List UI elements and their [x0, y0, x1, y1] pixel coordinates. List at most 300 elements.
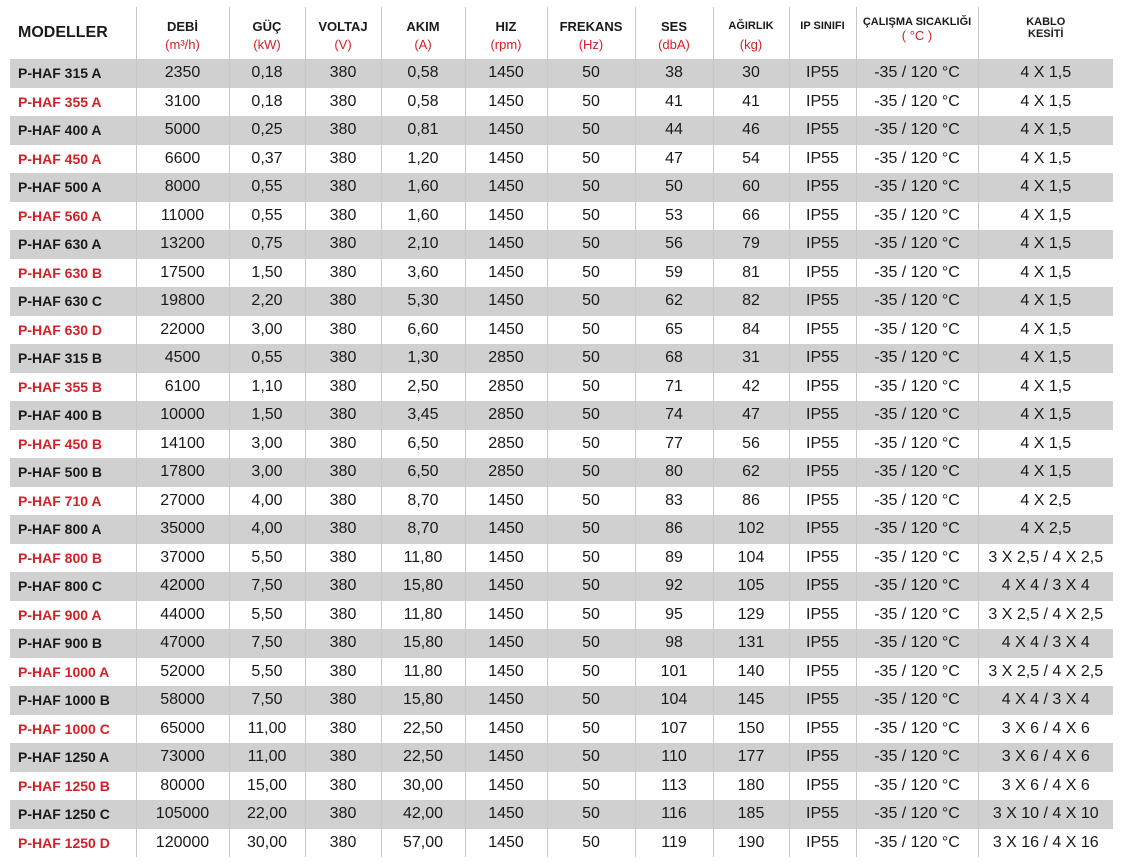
cell-speed: 1450 [465, 59, 547, 88]
cell-operating-temp: -35 / 120 °C [856, 629, 978, 658]
cell-current: 1,20 [381, 145, 465, 174]
table-row [10, 743, 1113, 772]
cell-frequency: 50 [547, 743, 635, 772]
cell-frequency: 50 [547, 572, 635, 601]
cell-voltage: 380 [305, 800, 381, 829]
cell-ip-class: IP55 [789, 430, 856, 459]
cell-power: 5,50 [229, 544, 305, 573]
cell-voltage: 380 [305, 772, 381, 801]
cell-frequency: 50 [547, 715, 635, 744]
header-flow: DEBİ (m³/h) [136, 7, 229, 59]
cell-operating-temp: -35 / 120 °C [856, 59, 978, 88]
cell-sound: 77 [635, 430, 713, 459]
cell-current: 6,50 [381, 430, 465, 459]
cell-operating-temp: -35 / 120 °C [856, 259, 978, 288]
cell-weight: 185 [713, 800, 789, 829]
cell-flow: 4500 [136, 344, 229, 373]
cell-model: P-HAF 355 A [18, 93, 102, 110]
cell-cable-section: 3 X 16 / 4 X 16 [978, 829, 1113, 858]
cell-speed: 2850 [465, 458, 547, 487]
cell-model: P-HAF 800 B [18, 549, 103, 566]
table-row [10, 629, 1113, 658]
cell-voltage: 380 [305, 173, 381, 202]
cell-frequency: 50 [547, 829, 635, 858]
cell-current: 1,60 [381, 173, 465, 202]
cell-cable-section: 4 X 4 / 3 X 4 [978, 572, 1113, 601]
cell-cable-section: 4 X 1,5 [978, 430, 1113, 459]
cell-sound: 47 [635, 145, 713, 174]
cell-frequency: 50 [547, 800, 635, 829]
cell-current: 22,50 [381, 743, 465, 772]
cell-weight: 41 [713, 88, 789, 117]
cell-frequency: 50 [547, 430, 635, 459]
cell-weight: 81 [713, 259, 789, 288]
header-ip-class: IP SINIFI [789, 7, 856, 59]
cell-speed: 1450 [465, 658, 547, 687]
cell-sound: 44 [635, 116, 713, 145]
cell-flow: 17800 [136, 458, 229, 487]
table-row [10, 259, 1113, 288]
cell-sound: 68 [635, 344, 713, 373]
cell-sound: 71 [635, 373, 713, 402]
cell-model: P-HAF 1250 A [10, 743, 136, 772]
cell-speed: 1450 [465, 145, 547, 174]
cell-model: P-HAF 1000 B [10, 686, 136, 715]
cell-voltage: 380 [305, 316, 381, 345]
cell-current: 22,50 [381, 715, 465, 744]
cell-current: 2,50 [381, 373, 465, 402]
cell-current: 15,80 [381, 572, 465, 601]
cell-flow: 58000 [136, 686, 229, 715]
cell-frequency: 50 [547, 116, 635, 145]
cell-speed: 1450 [465, 316, 547, 345]
table-row [10, 658, 1113, 687]
cell-flow: 52000 [136, 658, 229, 687]
cell-cable-section: 4 X 1,5 [978, 173, 1113, 202]
table-row [10, 145, 1113, 174]
table-row [10, 800, 1113, 829]
cell-power: 7,50 [229, 629, 305, 658]
cell-sound: 113 [635, 772, 713, 801]
table-row [10, 202, 1113, 231]
cell-model: P-HAF 800 A [10, 515, 136, 544]
cell-flow: 80000 [136, 772, 229, 801]
header-current: AKIM (A) [381, 7, 465, 59]
cell-voltage: 380 [305, 202, 381, 231]
cell-cable-section: 4 X 1,5 [978, 230, 1113, 259]
table-row [10, 829, 1113, 858]
cell-cable-section: 3 X 6 / 4 X 6 [978, 772, 1113, 801]
cell-voltage: 380 [305, 658, 381, 687]
cell-ip-class: IP55 [789, 658, 856, 687]
cell-weight: 31 [713, 344, 789, 373]
cell-speed: 1450 [465, 88, 547, 117]
cell-ip-class: IP55 [789, 88, 856, 117]
cell-current: 1,30 [381, 344, 465, 373]
cell-sound: 86 [635, 515, 713, 544]
cell-speed: 1450 [465, 116, 547, 145]
cell-sound: 89 [635, 544, 713, 573]
cell-flow: 13200 [136, 230, 229, 259]
header-cable-section: KABLO KESİTİ [978, 7, 1113, 59]
cell-current: 42,00 [381, 800, 465, 829]
cell-cable-section: 4 X 1,5 [978, 145, 1113, 174]
cell-voltage: 380 [305, 715, 381, 744]
cell-operating-temp: -35 / 120 °C [856, 344, 978, 373]
cell-current: 15,80 [381, 629, 465, 658]
table-row [10, 544, 1113, 573]
cell-speed: 1450 [465, 544, 547, 573]
cell-flow: 10000 [136, 401, 229, 430]
cell-current: 8,70 [381, 487, 465, 516]
cell-voltage: 380 [305, 515, 381, 544]
cell-speed: 1450 [465, 772, 547, 801]
cell-current: 30,00 [381, 772, 465, 801]
cell-current: 5,30 [381, 287, 465, 316]
cell-speed: 1450 [465, 601, 547, 630]
table-row [10, 287, 1113, 316]
table-row [10, 401, 1113, 430]
cell-cable-section: 3 X 6 / 4 X 6 [978, 715, 1113, 744]
table-row [10, 88, 1113, 117]
header-sound: SES (dbA) [635, 7, 713, 59]
cell-frequency: 50 [547, 287, 635, 316]
cell-flow: 44000 [136, 601, 229, 630]
cell-voltage: 380 [305, 458, 381, 487]
cell-ip-class: IP55 [789, 230, 856, 259]
cell-frequency: 50 [547, 259, 635, 288]
cell-flow: 47000 [136, 629, 229, 658]
cell-weight: 131 [713, 629, 789, 658]
cell-sound: 62 [635, 287, 713, 316]
cell-ip-class: IP55 [789, 743, 856, 772]
cell-power: 7,50 [229, 686, 305, 715]
cell-frequency: 50 [547, 601, 635, 630]
cell-current: 6,60 [381, 316, 465, 345]
table-row [10, 373, 1113, 402]
cell-weight: 30 [713, 59, 789, 88]
cell-model: P-HAF 355 B [18, 378, 103, 395]
cell-power: 0,18 [229, 88, 305, 117]
cell-ip-class: IP55 [789, 344, 856, 373]
cell-operating-temp: -35 / 120 °C [856, 401, 978, 430]
cell-power: 0,18 [229, 59, 305, 88]
cell-cable-section: 4 X 1,5 [978, 401, 1113, 430]
cell-speed: 2850 [465, 401, 547, 430]
cell-power: 3,00 [229, 316, 305, 345]
cell-model: P-HAF 500 B [10, 458, 136, 487]
cell-weight: 60 [713, 173, 789, 202]
cell-weight: 42 [713, 373, 789, 402]
cell-cable-section: 3 X 2,5 / 4 X 2,5 [978, 544, 1113, 573]
table-row [10, 572, 1113, 601]
cell-speed: 1450 [465, 629, 547, 658]
cell-frequency: 50 [547, 544, 635, 573]
table-row [10, 772, 1113, 801]
cell-cable-section: 4 X 4 / 3 X 4 [978, 686, 1113, 715]
cell-current: 2,10 [381, 230, 465, 259]
cell-operating-temp: -35 / 120 °C [856, 230, 978, 259]
cell-power: 4,00 [229, 487, 305, 516]
cell-flow: 5000 [136, 116, 229, 145]
cell-voltage: 380 [305, 88, 381, 117]
cell-voltage: 380 [305, 401, 381, 430]
cell-weight: 47 [713, 401, 789, 430]
cell-operating-temp: -35 / 120 °C [856, 800, 978, 829]
cell-current: 0,58 [381, 88, 465, 117]
cell-cable-section: 4 X 4 / 3 X 4 [978, 629, 1113, 658]
cell-flow: 65000 [136, 715, 229, 744]
cell-power: 0,55 [229, 173, 305, 202]
cell-frequency: 50 [547, 316, 635, 345]
table-row [10, 316, 1113, 345]
cell-flow: 14100 [136, 430, 229, 459]
cell-ip-class: IP55 [789, 572, 856, 601]
cell-frequency: 50 [547, 515, 635, 544]
spec-table [10, 7, 1113, 857]
cell-weight: 140 [713, 658, 789, 687]
cell-ip-class: IP55 [789, 316, 856, 345]
cell-current: 8,70 [381, 515, 465, 544]
cell-speed: 1450 [465, 259, 547, 288]
cell-frequency: 50 [547, 458, 635, 487]
cell-voltage: 380 [305, 59, 381, 88]
cell-cable-section: 4 X 1,5 [978, 59, 1113, 88]
cell-cable-section: 3 X 10 / 4 X 10 [978, 800, 1113, 829]
cell-cable-section: 3 X 2,5 / 4 X 2,5 [978, 601, 1113, 630]
cell-speed: 1450 [465, 743, 547, 772]
cell-voltage: 380 [305, 629, 381, 658]
cell-ip-class: IP55 [789, 373, 856, 402]
cell-flow: 3100 [136, 88, 229, 117]
cell-weight: 105 [713, 572, 789, 601]
cell-flow: 22000 [136, 316, 229, 345]
cell-sound: 98 [635, 629, 713, 658]
cell-model: P-HAF 315 A [10, 59, 136, 88]
cell-sound: 116 [635, 800, 713, 829]
cell-model: P-HAF 630 B [18, 264, 103, 281]
cell-model: P-HAF 630 A [10, 230, 136, 259]
cell-operating-temp: -35 / 120 °C [856, 145, 978, 174]
cell-sound: 119 [635, 829, 713, 858]
cell-sound: 107 [635, 715, 713, 744]
cell-current: 11,80 [381, 658, 465, 687]
cell-ip-class: IP55 [789, 116, 856, 145]
cell-power: 1,50 [229, 401, 305, 430]
cell-sound: 95 [635, 601, 713, 630]
cell-current: 11,80 [381, 544, 465, 573]
table-row [10, 601, 1113, 630]
cell-model: P-HAF 500 A [10, 173, 136, 202]
cell-frequency: 50 [547, 629, 635, 658]
cell-cable-section: 3 X 2,5 / 4 X 2,5 [978, 658, 1113, 687]
cell-ip-class: IP55 [789, 458, 856, 487]
cell-speed: 1450 [465, 173, 547, 202]
cell-sound: 41 [635, 88, 713, 117]
cell-operating-temp: -35 / 120 °C [856, 430, 978, 459]
cell-frequency: 50 [547, 373, 635, 402]
cell-frequency: 50 [547, 202, 635, 231]
cell-voltage: 380 [305, 373, 381, 402]
table-row [10, 344, 1113, 373]
cell-weight: 150 [713, 715, 789, 744]
cell-ip-class: IP55 [789, 401, 856, 430]
cell-operating-temp: -35 / 120 °C [856, 116, 978, 145]
cell-flow: 6100 [136, 373, 229, 402]
cell-speed: 2850 [465, 373, 547, 402]
cell-ip-class: IP55 [789, 686, 856, 715]
cell-weight: 46 [713, 116, 789, 145]
cell-cable-section: 4 X 1,5 [978, 202, 1113, 231]
table-row [10, 715, 1113, 744]
cell-frequency: 50 [547, 487, 635, 516]
header-row [10, 7, 1113, 59]
cell-ip-class: IP55 [789, 59, 856, 88]
cell-flow: 73000 [136, 743, 229, 772]
cell-operating-temp: -35 / 120 °C [856, 772, 978, 801]
cell-cable-section: 4 X 2,5 [978, 487, 1113, 516]
cell-voltage: 380 [305, 743, 381, 772]
cell-current: 0,58 [381, 59, 465, 88]
cell-ip-class: IP55 [789, 544, 856, 573]
cell-operating-temp: -35 / 120 °C [856, 572, 978, 601]
cell-power: 0,37 [229, 145, 305, 174]
cell-cable-section: 4 X 1,5 [978, 116, 1113, 145]
cell-frequency: 50 [547, 658, 635, 687]
cell-flow: 17500 [136, 259, 229, 288]
cell-cable-section: 4 X 2,5 [978, 515, 1113, 544]
cell-weight: 56 [713, 430, 789, 459]
cell-operating-temp: -35 / 120 °C [856, 173, 978, 202]
table-row [10, 458, 1113, 487]
cell-cable-section: 4 X 1,5 [978, 344, 1113, 373]
cell-cable-section: 3 X 6 / 4 X 6 [978, 743, 1113, 772]
cell-frequency: 50 [547, 401, 635, 430]
cell-weight: 54 [713, 145, 789, 174]
table-body [10, 59, 1113, 857]
cell-flow: 27000 [136, 487, 229, 516]
cell-weight: 177 [713, 743, 789, 772]
cell-power: 2,20 [229, 287, 305, 316]
cell-model: P-HAF 710 A [18, 492, 102, 509]
cell-voltage: 380 [305, 259, 381, 288]
cell-model: P-HAF 400 A [10, 116, 136, 145]
cell-sound: 110 [635, 743, 713, 772]
cell-model: P-HAF 1250 B [18, 777, 110, 794]
table-row [10, 59, 1113, 88]
cell-frequency: 50 [547, 772, 635, 801]
cell-operating-temp: -35 / 120 °C [856, 743, 978, 772]
cell-flow: 19800 [136, 287, 229, 316]
cell-current: 3,60 [381, 259, 465, 288]
cell-frequency: 50 [547, 145, 635, 174]
cell-sound: 38 [635, 59, 713, 88]
cell-voltage: 380 [305, 601, 381, 630]
cell-operating-temp: -35 / 120 °C [856, 544, 978, 573]
cell-speed: 1450 [465, 515, 547, 544]
cell-power: 30,00 [229, 829, 305, 858]
cell-weight: 66 [713, 202, 789, 231]
cell-speed: 1450 [465, 800, 547, 829]
cell-flow: 6600 [136, 145, 229, 174]
cell-ip-class: IP55 [789, 487, 856, 516]
cell-cable-section: 4 X 1,5 [978, 458, 1113, 487]
cell-operating-temp: -35 / 120 °C [856, 487, 978, 516]
cell-voltage: 380 [305, 430, 381, 459]
cell-current: 1,60 [381, 202, 465, 231]
cell-sound: 53 [635, 202, 713, 231]
header-models: MODELLER [10, 7, 136, 59]
cell-operating-temp: -35 / 120 °C [856, 515, 978, 544]
cell-speed: 1450 [465, 230, 547, 259]
cell-model: P-HAF 400 B [10, 401, 136, 430]
cell-cable-section: 4 X 1,5 [978, 287, 1113, 316]
cell-sound: 59 [635, 259, 713, 288]
cell-sound: 50 [635, 173, 713, 202]
cell-flow: 42000 [136, 572, 229, 601]
cell-cable-section: 4 X 1,5 [978, 259, 1113, 288]
cell-speed: 1450 [465, 829, 547, 858]
cell-sound: 104 [635, 686, 713, 715]
cell-sound: 92 [635, 572, 713, 601]
cell-frequency: 50 [547, 230, 635, 259]
cell-voltage: 380 [305, 572, 381, 601]
cell-model: P-HAF 800 C [10, 572, 136, 601]
table-row [10, 515, 1113, 544]
cell-flow: 8000 [136, 173, 229, 202]
table-row [10, 173, 1113, 202]
cell-flow: 37000 [136, 544, 229, 573]
cell-frequency: 50 [547, 59, 635, 88]
cell-operating-temp: -35 / 120 °C [856, 88, 978, 117]
cell-weight: 104 [713, 544, 789, 573]
cell-voltage: 380 [305, 287, 381, 316]
cell-current: 6,50 [381, 458, 465, 487]
cell-model: P-HAF 1000 C [18, 720, 110, 737]
cell-ip-class: IP55 [789, 287, 856, 316]
cell-frequency: 50 [547, 88, 635, 117]
cell-weight: 190 [713, 829, 789, 858]
table-row [10, 116, 1113, 145]
cell-current: 15,80 [381, 686, 465, 715]
header-operating-temp: ÇALIŞMA SICAKLIĞI ( °C ) [856, 7, 978, 59]
cell-speed: 2850 [465, 430, 547, 459]
cell-power: 0,75 [229, 230, 305, 259]
cell-cable-section: 4 X 1,5 [978, 373, 1113, 402]
cell-frequency: 50 [547, 344, 635, 373]
cell-power: 22,00 [229, 800, 305, 829]
cell-flow: 11000 [136, 202, 229, 231]
cell-model: P-HAF 900 A [18, 606, 102, 623]
cell-power: 4,00 [229, 515, 305, 544]
header-speed: HIZ (rpm) [465, 7, 547, 59]
cell-speed: 2850 [465, 344, 547, 373]
header-frequency: FREKANS (Hz) [547, 7, 635, 59]
cell-power: 3,00 [229, 458, 305, 487]
cell-sound: 80 [635, 458, 713, 487]
cell-operating-temp: -35 / 120 °C [856, 829, 978, 858]
cell-flow: 2350 [136, 59, 229, 88]
cell-ip-class: IP55 [789, 715, 856, 744]
table-row [10, 230, 1113, 259]
cell-flow: 35000 [136, 515, 229, 544]
cell-model: P-HAF 1250 D [18, 834, 110, 851]
cell-ip-class: IP55 [789, 259, 856, 288]
cell-voltage: 380 [305, 344, 381, 373]
cell-model: P-HAF 630 D [18, 321, 103, 338]
cell-operating-temp: -35 / 120 °C [856, 202, 978, 231]
cell-sound: 101 [635, 658, 713, 687]
